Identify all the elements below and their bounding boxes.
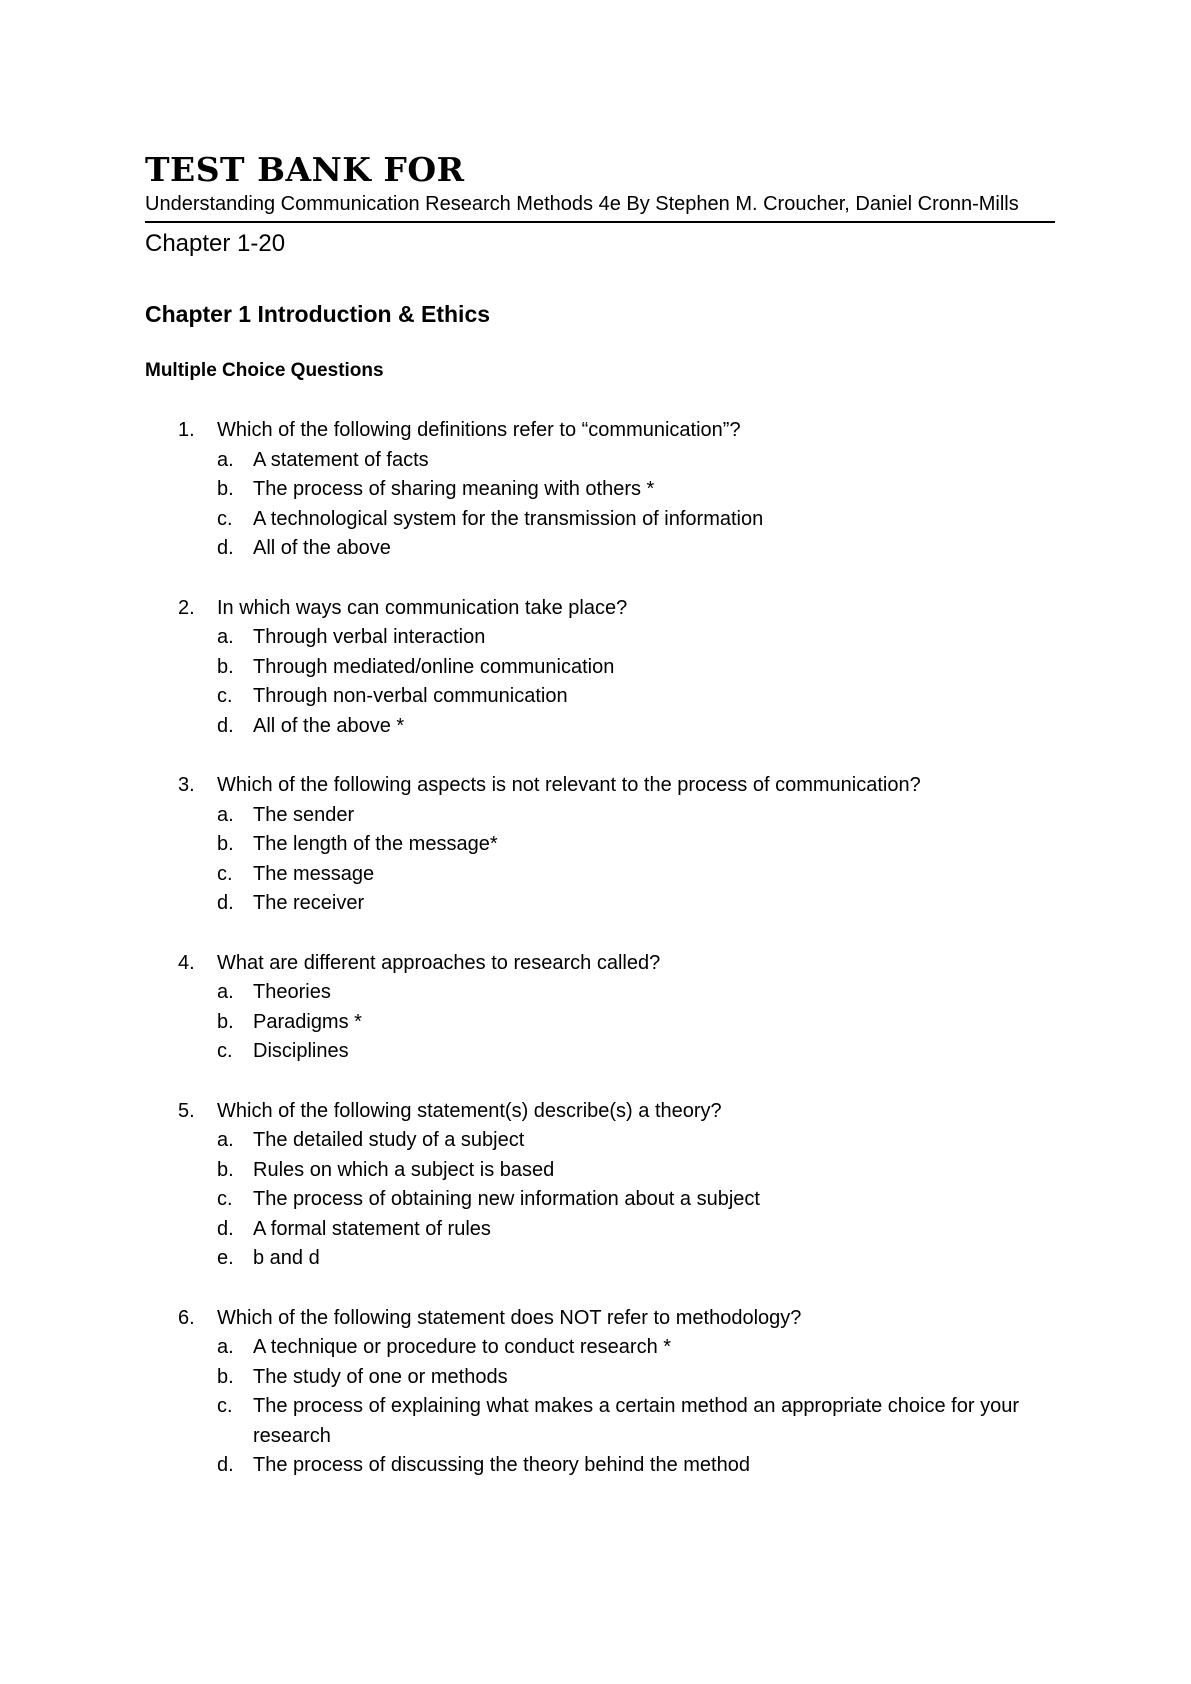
option-text: The detailed study of a subject: [253, 1129, 525, 1151]
question-text: Which of the following statement(s) describe(s) a theory?: [217, 1099, 722, 1122]
option-text: All of the above *: [253, 714, 405, 737]
option-text: The study of one or methods: [253, 1365, 508, 1388]
option-text: The process of sharing meaning with others *: [253, 478, 655, 500]
answer-option: [145, 1333, 1055, 1363]
question-line: [145, 1097, 1055, 1127]
answer-option: [145, 1451, 1055, 1481]
option-letter: b.: [217, 1365, 234, 1388]
answer-options: [145, 446, 1055, 564]
option-text: Through non-verbal communication: [253, 685, 568, 707]
answer-option: [145, 1156, 1055, 1186]
chapter-heading: Chapter 1 Introduction & Ethics: [145, 301, 491, 327]
option-letter: a.: [217, 803, 234, 826]
option-text: Through verbal interaction: [253, 626, 486, 648]
option-letter: d.: [217, 714, 234, 737]
answer-option: [145, 712, 1055, 742]
option-text: The sender: [253, 803, 355, 826]
option-letter: b.: [217, 478, 234, 500]
answer-option: [145, 623, 1055, 653]
option-letter: d.: [217, 1454, 234, 1476]
document-title: TEST BANK FOR: [145, 150, 465, 189]
document-page: [145, 150, 1055, 1511]
option-letter: b.: [217, 1158, 234, 1181]
question-number: 2.: [178, 596, 195, 619]
option-text: A technological system for the transmission of information: [253, 507, 764, 530]
option-text: The receiver: [253, 892, 365, 914]
option-letter: a.: [217, 981, 234, 1003]
answer-option: [145, 1215, 1055, 1245]
answer-option: [145, 475, 1055, 505]
answer-options: [145, 978, 1055, 1067]
question-line: [145, 594, 1055, 624]
option-text: The length of the message*: [253, 833, 498, 855]
question-line: [145, 1304, 1055, 1334]
question-number: 5.: [178, 1099, 195, 1122]
option-text: b and d: [253, 1247, 320, 1269]
answer-option: [145, 1037, 1055, 1067]
option-text: A formal statement of rules: [253, 1217, 491, 1240]
option-letter: c.: [217, 1188, 233, 1210]
question-item: [145, 949, 1055, 1067]
book-subtitle: Understanding Communication Research Methods 4e By Stephen M. Croucher, Daniel Cronn-Mills: [145, 190, 1055, 223]
option-letter: a.: [217, 1129, 234, 1151]
question-item: [145, 1304, 1055, 1481]
question-number: 6.: [178, 1306, 195, 1329]
option-letter: c.: [217, 1395, 233, 1417]
option-letter: e.: [217, 1247, 234, 1269]
section-heading: Multiple Choice Questions: [145, 360, 384, 381]
option-text: Theories: [253, 981, 331, 1003]
option-letter: d.: [217, 537, 234, 559]
answer-option: [145, 505, 1055, 535]
answer-option: [145, 653, 1055, 683]
answer-options: [145, 801, 1055, 919]
question-number: 3.: [178, 774, 195, 796]
option-letter: a.: [217, 448, 234, 471]
option-letter: c.: [217, 1040, 233, 1062]
answer-option: [145, 682, 1055, 712]
answer-option: [145, 1363, 1055, 1393]
option-letter: d.: [217, 1217, 234, 1240]
option-text: Through mediated/online communication: [253, 655, 615, 678]
answer-options: [145, 1126, 1055, 1274]
question-text: Which of the following aspects is not relevant to the process of communication?: [217, 774, 921, 796]
answer-option: [145, 978, 1055, 1008]
option-text: Paradigms *: [253, 1010, 362, 1033]
question-text: In which ways can communication take place?: [217, 596, 628, 619]
option-text: The process of obtaining new information about a subject: [253, 1188, 760, 1210]
option-letter: b.: [217, 1010, 234, 1033]
answer-option: [145, 1126, 1055, 1156]
question-list: [145, 416, 1055, 1481]
option-letter: c.: [217, 507, 233, 530]
answer-option: [145, 801, 1055, 831]
answer-options: [145, 623, 1055, 741]
question-item: [145, 771, 1055, 919]
answer-options: [145, 1333, 1055, 1481]
option-text: The message: [253, 862, 375, 885]
option-text: The process of discussing the theory behind the method: [253, 1454, 750, 1476]
chapter-range: Chapter 1-20: [145, 230, 286, 257]
answer-option: [145, 1185, 1055, 1215]
option-letter: b.: [217, 655, 234, 678]
option-text: A technique or procedure to conduct research *: [253, 1336, 672, 1358]
option-letter: b.: [217, 833, 234, 855]
option-letter: a.: [217, 626, 234, 648]
answer-option: [145, 1392, 1055, 1451]
question-text: Which of the following statement does NOT refer to methodology?: [217, 1306, 802, 1329]
answer-option: [145, 889, 1055, 919]
question-line: [145, 949, 1055, 979]
answer-option: [145, 860, 1055, 890]
question-item: [145, 594, 1055, 742]
answer-option: [145, 1008, 1055, 1038]
question-text: Which of the following definitions refer to “communication”?: [217, 419, 741, 441]
option-text: All of the above: [253, 537, 391, 559]
answer-option: [145, 534, 1055, 564]
question-item: [145, 1097, 1055, 1274]
question-number: 4.: [178, 951, 195, 974]
question-item: [145, 416, 1055, 564]
option-letter: a.: [217, 1336, 234, 1358]
question-line: [145, 771, 1055, 801]
question-text: What are different approaches to research called?: [217, 951, 661, 974]
answer-option: [145, 1244, 1055, 1274]
option-letter: c.: [217, 862, 233, 885]
option-text: Disciplines: [253, 1040, 349, 1062]
option-letter: c.: [217, 685, 233, 707]
option-text: Rules on which a subject is based: [253, 1158, 555, 1181]
option-text: A statement of facts: [253, 448, 429, 471]
answer-option: [145, 446, 1055, 476]
option-text: The process of explaining what makes a certain method an appropriate choice for your research: [253, 1395, 1019, 1447]
question-line: [145, 416, 1055, 446]
question-number: 1.: [178, 419, 195, 441]
answer-option: [145, 830, 1055, 860]
option-letter: d.: [217, 892, 234, 914]
